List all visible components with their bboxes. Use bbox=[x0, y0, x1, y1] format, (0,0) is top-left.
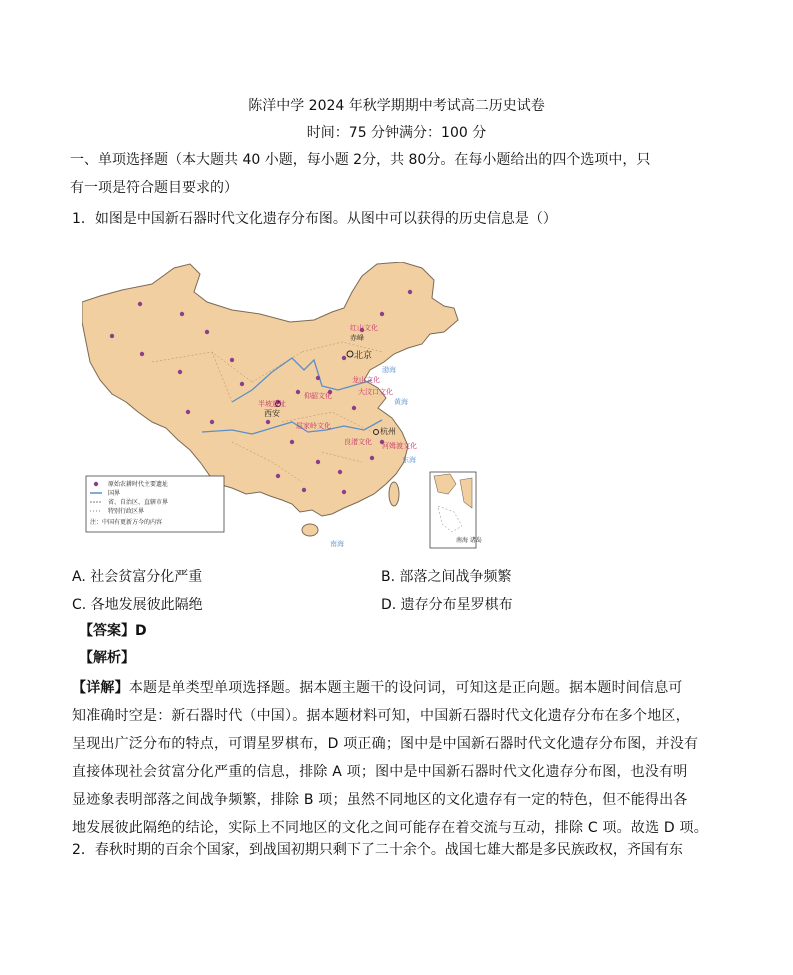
site-dot bbox=[352, 406, 356, 410]
label-yangshao: 仰韶文化 bbox=[304, 392, 332, 400]
site-dot bbox=[290, 440, 294, 444]
site-dot bbox=[316, 376, 320, 380]
site-dot bbox=[180, 312, 184, 316]
label-liangzhu: 良渚文化 bbox=[344, 438, 372, 446]
site-dot bbox=[408, 290, 412, 294]
option-c[interactable]: C. 各地发展彼此隔绝 bbox=[72, 597, 203, 613]
site-dot bbox=[240, 382, 244, 386]
label-chifeng: 赤峰 bbox=[350, 334, 364, 342]
site-dot bbox=[276, 474, 280, 478]
neolithic-sites-map bbox=[82, 262, 482, 552]
label-bohai: 渤海 bbox=[382, 366, 396, 374]
label-nanhai-islands: 南海 诸岛 bbox=[456, 537, 482, 544]
label-longshan: 龙山文化 bbox=[352, 376, 380, 384]
site-dot bbox=[210, 420, 214, 424]
option-b[interactable]: B. 部落之间战争频繁 bbox=[381, 569, 512, 585]
site-dot bbox=[205, 330, 209, 334]
detail-row: 显迹象表明部落之间战争频繁，排除 B 项；虽然不同地区的文化遗存有一定的特色，但不能得出各 bbox=[72, 792, 688, 808]
site-dot bbox=[140, 352, 144, 356]
hainan-island bbox=[302, 524, 318, 536]
site-dot bbox=[186, 410, 190, 414]
legend-special: 特别行政区界 bbox=[108, 508, 145, 515]
section-heading-line-2: 有一项是符合题目要求的） bbox=[70, 180, 238, 196]
label-hangzhou: 杭州 bbox=[380, 427, 396, 436]
taiwan-island bbox=[389, 482, 399, 506]
analysis-line bbox=[79, 647, 135, 667]
section-heading-line-1: 一、单项选择题（本大题共 40 小题，每小题 2分，共 80分。在每小题给出的四个选项中，只 bbox=[70, 152, 651, 168]
south-sea-inset bbox=[430, 472, 482, 548]
site-dot bbox=[380, 312, 384, 316]
answer-label: 【答案】 bbox=[79, 623, 135, 639]
page-title: 陈洋中学 2024 年秋学期期中考试高二历史试卷 bbox=[248, 98, 545, 114]
label-hemudu: 河姆渡文化 bbox=[382, 442, 417, 450]
detail-text: 本题是单类型单项选择题。据本题主题干的设问词，可知这是正向题。据本题时间信息可 bbox=[128, 680, 683, 696]
detail-row: 地发展彼此隔绝的结论，实际上不同地区的文化之间可能存在着交流与互动，排除 C 项。故选 D 项。 bbox=[72, 820, 708, 836]
answer-value: D bbox=[135, 623, 147, 639]
site-dot bbox=[302, 488, 306, 492]
question-1-stem: 1．如图是中国新石器时代文化遗存分布图。从图中可以获得的历史信息是（） bbox=[72, 211, 557, 227]
label-east-sea: 东海 bbox=[402, 456, 416, 464]
china-map-svg bbox=[82, 262, 482, 552]
site-dot bbox=[342, 356, 346, 360]
answer-line bbox=[79, 620, 147, 640]
site-dot bbox=[370, 456, 374, 460]
section-heading bbox=[70, 146, 670, 202]
detail-explanation bbox=[72, 674, 708, 842]
detail-row: 呈现出广泛分布的特点，可谓星罗棋布，D 项正确；图中是中国新石器时代文化遗存分布图，并没有 bbox=[72, 736, 699, 752]
detail-row: 直接体现社会贫富分化严重的信息，排除 A 项；图中是中国新石器时代文化遗存分布图，也没有明 bbox=[72, 764, 688, 780]
site-dot bbox=[178, 370, 182, 374]
map-legend bbox=[86, 476, 224, 532]
legend-border: 国界 bbox=[108, 490, 121, 497]
site-dot bbox=[296, 390, 300, 394]
legend-site: 原始农耕时代主要遗址 bbox=[108, 481, 169, 488]
label-yellow-sea: 黄海 bbox=[394, 398, 408, 406]
site-dot bbox=[110, 334, 114, 338]
page-subtitle: 时间：75 分钟满分：100 分 bbox=[306, 125, 487, 141]
label-south-sea: 南海 bbox=[330, 540, 344, 548]
detail-row: 知准确时空是：新石器时代（中国）。据本题材料可知，中国新石器时代文化遗存分布在多个地区， bbox=[72, 708, 690, 724]
site-dot bbox=[338, 470, 342, 474]
label-dawenkou: 大汶口文化 bbox=[358, 388, 393, 396]
question-2-stem: 2．春秋时期的百余个国家，到战国初期只剩下了二十余个。战国七雄大都是多民族政权，齐国有东 bbox=[72, 842, 683, 858]
option-a[interactable]: A. 社会贫富分化严重 bbox=[72, 569, 203, 585]
analysis-label: 【解析】 bbox=[79, 650, 135, 666]
site-dot bbox=[138, 302, 142, 306]
detail-label: 【详解】 bbox=[72, 680, 129, 696]
legend-note: 注：中国有更新方今的内容 bbox=[90, 519, 163, 526]
label-xian: 西安 bbox=[264, 409, 280, 418]
site-dot bbox=[316, 460, 320, 464]
site-dot bbox=[342, 490, 346, 494]
legend-province: 省、自治区、直辖市界 bbox=[108, 499, 169, 506]
label-hongshan: 红山文化 bbox=[350, 324, 378, 332]
option-d[interactable]: D. 遗存分布星罗棋布 bbox=[381, 597, 513, 613]
detail-row bbox=[72, 674, 692, 702]
label-beijing: 北京 bbox=[354, 351, 373, 361]
label-qujialing: 屈家岭文化 bbox=[296, 422, 331, 430]
label-banpo: 半坡遗址 bbox=[258, 400, 286, 408]
site-dot bbox=[230, 358, 234, 362]
site-dot bbox=[266, 420, 270, 424]
